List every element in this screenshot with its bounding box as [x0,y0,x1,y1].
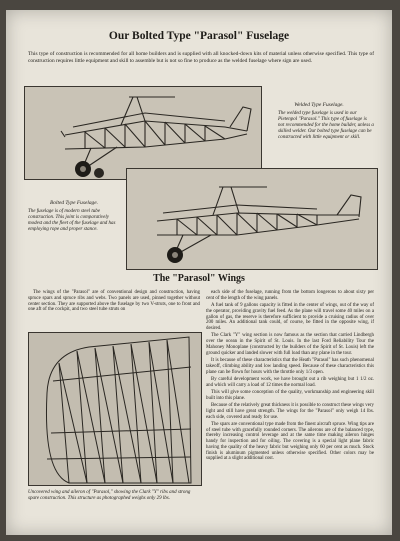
right-paragraph-4: It is because of these characteristics that the Heath "Parasol" has such phenomenal takeoff, climbing ability and low landing speed. Because of these characteristics this plane can be flown for hours with the throttle only 1/3 open. [206,358,374,375]
right-paragraph-1: each side of the fuselage, running from the bottom longerons to about sixty per cent of the length of the wing panels. [206,290,374,301]
welded-fuselage-photo [24,86,262,180]
wing-caption-text: Uncovered wing and aileron of "Parasol," showing the Clark "Y" ribs and strong spare construction. This structure as photographed weighs only 29 lbs. [28,490,191,501]
wing-caption [28,490,200,502]
magazine-page [6,10,392,535]
fuselage-illustration [25,87,261,179]
right-paragraph-8: The spars are conventional type made from the finest aircraft spruce. Wing tips are of steel tube with gracefully rounded corners. The ailerons are of the balanced type, thereby increasing control leverage and at the same time making aileron hinges handy for inspection and for oiling. The covering is a special light plane fabric having the quality of the heavy fabric but weighing only 60 per cent as much. Stock finish is aluminum pigmented unless otherwise specified. Other colors may be supplied at a slight additional cost. [206,421,374,462]
wing-photo [28,332,202,486]
wings-section-title: The "Parasol" Wings [153,273,245,284]
bolted-fuselage-illustration [127,169,377,269]
bolted-fuselage-photo [126,168,378,270]
bolted-caption [28,200,120,233]
bolted-caption-title: Bolted Type Fuselage. [50,200,98,206]
welded-caption-text: The welded type fuselage is used in our Pietenpol "Parasol." This type of fuselage is not recommended for the home builder, unless a skilled welder. Our bolted type fuselage can be constructed with little equipment or skill. [278,111,374,140]
left-column-paragraph: The wings of the "Parasol" are of conventional design and construction, having spruce spars and spruce ribs and webs. Two panels are used, pinned together without center section. They are supported above the fuselage by two V-struts, one to front and one aft of the cockpit, and two steel tube struts on [28,290,200,313]
right-paragraph-2: A fuel tank of 9 gallons capacity is fitted in the center of wings, out of the way of the operator, providing gravity fuel feed. As the plane will travel some 40 miles on a gallon of gas, the reserve is therefore sufficient to provide a cruising radius of over 200 miles. An additional tank could, of course, be fitted in the opposite wing, if desired. [206,303,374,332]
right-paragraph-3: The Clark "Y" wing section is now famous as the section that carried Lindbergh over the ocean in the Spirit of St. Louis. In the last Ford Reliability Tour the Mahoney Monoplane (constructed by the builders of the Spirit of St. Louis) left the ground quicker and landed slower with full load than any plane in the tour. [206,333,374,356]
right-paragraph-6: This will give some conception of the quality, workmanship and engineering skill built into this plane. [206,389,374,401]
right-paragraph-7: Because of the relatively great thickness it is possible to construct these wings very light and still have great strength. The wings for the "Parasol" only weigh 14 lbs. each side, covered and ready for use. [206,403,374,420]
page-title: Our Bolted Type "Parasol" Fuselage [108,30,290,42]
right-column-text [206,290,374,464]
left-column-text [28,290,200,315]
bolted-caption-text: The fuselage is of modern steel tube construction. This joint is comparatively modest and the fleet of the fuselage and has employing rope and proper stance. [28,209,116,232]
right-paragraph-5: By careful development work, we have brought out a rib weighing but 1 1/2 oz. and which will carry a load of 12 times the normal load. [206,376,374,388]
wing-illustration [29,333,201,485]
welded-caption-title: Welded Type Fuselage. [294,102,344,108]
welded-caption [264,102,374,141]
intro-paragraph: This type of construction is recommended for all home builders and is supplied with all knocked-down kits of material unless otherwise specified. This type of construction requires little equipment and skill to assemble but is not so fine to produce as the welded fuselage where sign are used. [28,51,374,64]
